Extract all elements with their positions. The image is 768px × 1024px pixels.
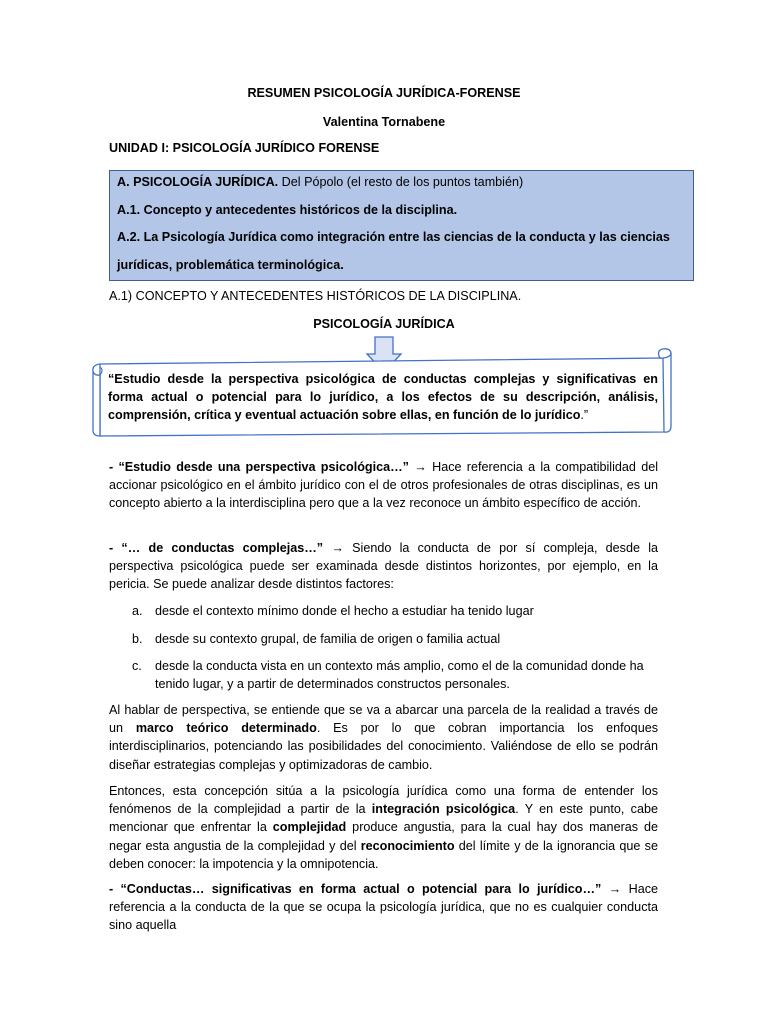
list-text: desde la conducta vista en un contexto más amplio, como el de la comunidad donde ha tenido lugar, y a partir de determinados constructos personales. — [155, 659, 644, 692]
document-author: Valentina Tornabene — [322, 115, 446, 129]
topics-line-2: A.1. Concepto y antecedentes históricos de la disciplina. — [117, 203, 458, 217]
paragraph-complex-conduct: - “… de conductas complejas…” → Siendo la conducta de por sí compleja, desde la perspectiva psicológica puede ser examinada desde distintos horizontes, por ejemplo, en la pericia. Se puede analizar desde distintos factores: — [109, 541, 659, 592]
list-marker: a. — [132, 604, 143, 618]
topics-line-1: A. PSICOLOGÍA JURÍDICA. Del Pópolo (el resto de los puntos también) — [117, 175, 524, 189]
topics-box — [109, 170, 694, 281]
unit-heading: UNIDAD I: PSICOLOGÍA JURÍDICO FORENSE — [109, 141, 380, 155]
list-marker: c. — [132, 659, 142, 673]
paragraph-significant-conduct: - “Conductas… significativas en forma actual o potencial para lo jurídico…” → Hace referencia a la conducta de la que se ocupa la psicología jurídica, que no es cualquier conducta sino aquella — [109, 882, 658, 933]
definition-quote: “Estudio desde la perspectiva psicológica de conductas complejas y significativas en forma actual o potencial para lo jurídico, a los efectos de su descripción, análisis, comprensión, crítica y eventual actuación sobre ellas, en función de lo jurídico.” — [108, 372, 658, 422]
section-subtitle: A.1) CONCEPTO Y ANTECEDENTES HISTÓRICOS DE LA DISCIPLINA. — [109, 289, 522, 303]
list-text: desde su contexto grupal, de familia de origen o familia actual — [155, 632, 501, 646]
arrow-right-icon: → — [323, 541, 353, 555]
list-marker: b. — [132, 632, 143, 646]
arrow-right-icon: → — [408, 460, 433, 474]
section-heading: PSICOLOGÍA JURÍDICA — [313, 317, 455, 331]
arrow-right-icon: → — [601, 882, 629, 896]
list-text: desde el contexto mínimo donde el hecho a estudiar ha tenido lugar — [155, 604, 534, 618]
topics-line-4: jurídicas, problemática terminológica. — [117, 258, 344, 272]
paragraph-complexity: Entonces, esta concepción sitúa a la psicología jurídica como una forma de entender los fenómenos de la complejidad a partir de la integración psicológica. Y en este punto, cabe mencionar que enfrentar la complejidad produce angustia, para la cual hay dos maneras de negar esta angustia de la complejidad y del reconocimiento del límite y de la ignorancia que se deben conocer: la impotencia y la omnipotencia. — [109, 784, 659, 871]
topics-line-3: A.2. La Psicología Jurídica como integración entre las ciencias de la conducta y las ciencias — [117, 230, 670, 244]
paragraph-perspective: - “Estudio desde una perspectiva psicológica…” → Hace referencia a la compatibilidad del accionar psicológico en el ámbito jurídico con el de otros profesionales de otras disciplinas, es un concepto abierto a la interdisciplina pero que a la vez reconoce un ámbito específico de acción. — [109, 460, 658, 511]
paragraph-theoretical-frame: Al hablar de perspectiva, se entiende que se va a abarcar una parcela de la realidad a través de un marco teórico determinado. Es por lo que cobran importancia los enfoques interdisciplinarios, potenciando las posibilidades del conocimiento. Valiéndose de ello se podrán diseñar estrategias complejas y optimizadoras de cambio. — [109, 703, 658, 772]
document-title: RESUMEN PSICOLOGÍA JURÍDICA-FORENSE — [247, 86, 521, 100]
